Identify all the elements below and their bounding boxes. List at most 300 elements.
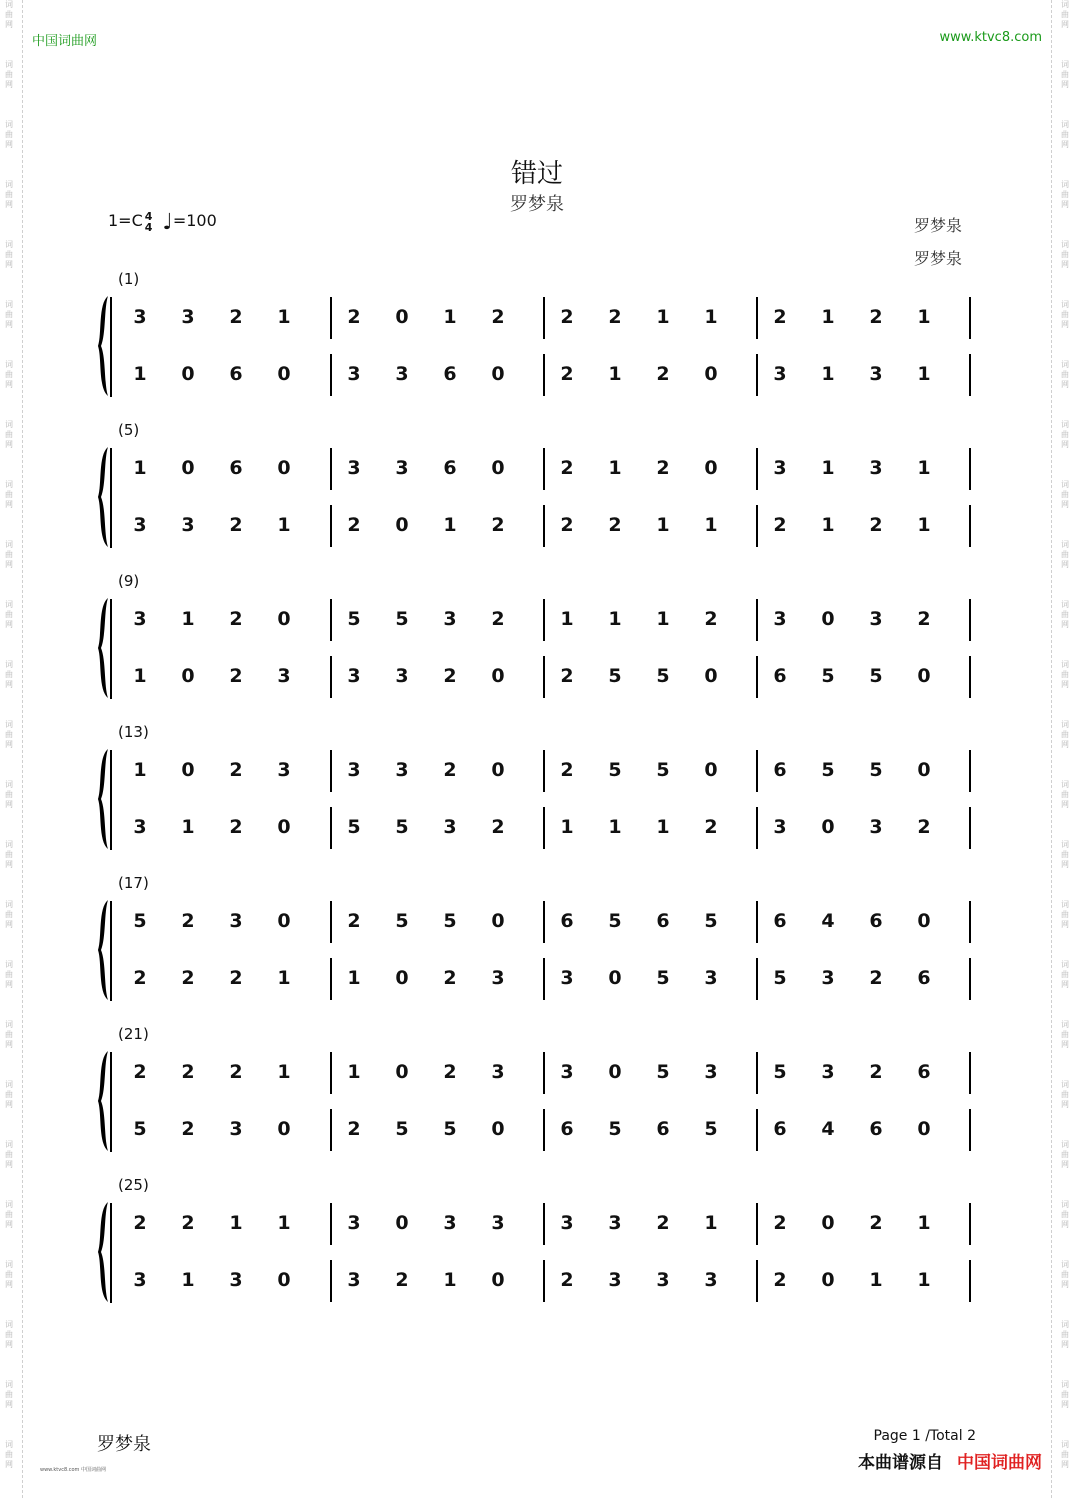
lyricist-credit: 罗梦泉 <box>913 216 962 235</box>
watermark-glyph: 词 曲 网 <box>5 360 13 389</box>
time-top: 4 <box>144 209 153 223</box>
barline <box>543 1052 545 1094</box>
system-number: (13) <box>118 723 149 741</box>
barline <box>543 505 545 547</box>
note-upper: 1 <box>917 306 931 328</box>
barline <box>330 505 332 547</box>
note-lower: 5 <box>133 1118 147 1140</box>
watermark-glyph: 词 曲 网 <box>1061 660 1069 689</box>
barline <box>330 1260 332 1302</box>
barline <box>969 901 971 943</box>
note-upper: 0 <box>277 608 291 630</box>
watermark-glyph: 词 曲 网 <box>1061 240 1069 269</box>
note-upper: 3 <box>773 457 787 479</box>
note-lower: 2 <box>181 967 195 989</box>
note-upper: 2 <box>656 457 670 479</box>
note-lower: 2 <box>229 665 243 687</box>
barline <box>330 599 332 641</box>
note-upper: 1 <box>347 1061 361 1083</box>
note-lower: 2 <box>347 514 361 536</box>
note-upper: 2 <box>443 759 457 781</box>
note-lower: 3 <box>133 1269 147 1291</box>
watermark-glyph: 词 曲 网 <box>5 660 13 689</box>
watermark-glyph: 词 曲 网 <box>1061 1260 1069 1289</box>
note-upper: 0 <box>277 457 291 479</box>
note-upper: 1 <box>656 608 670 630</box>
system-bracket <box>110 1203 112 1303</box>
note-upper: 5 <box>656 759 670 781</box>
note-lower: 5 <box>608 1118 622 1140</box>
note-upper: 2 <box>133 1212 147 1234</box>
note-upper: 2 <box>560 306 574 328</box>
note-upper: 0 <box>181 457 195 479</box>
barline <box>330 1203 332 1245</box>
watermark-glyph: 词 曲 网 <box>1061 1320 1069 1349</box>
barline <box>756 599 758 641</box>
note-lower: 1 <box>277 514 291 536</box>
note-lower: 1 <box>181 1269 195 1291</box>
note-upper: 1 <box>608 457 622 479</box>
note-upper: 3 <box>773 608 787 630</box>
watermark-glyph: 词 曲 网 <box>5 240 13 269</box>
note-upper: 0 <box>491 457 505 479</box>
note-lower: 6 <box>917 967 931 989</box>
note-upper: 3 <box>491 1061 505 1083</box>
note-upper: 2 <box>229 306 243 328</box>
time-bottom: 4 <box>144 220 153 234</box>
barline <box>756 958 758 1000</box>
note-upper: 2 <box>181 1061 195 1083</box>
note-upper: 3 <box>395 759 409 781</box>
note-lower: 5 <box>656 967 670 989</box>
watermark-glyph: 词 曲 网 <box>1061 540 1069 569</box>
note-lower: 3 <box>656 1269 670 1291</box>
note-upper: 3 <box>491 1212 505 1234</box>
note-upper: 2 <box>656 1212 670 1234</box>
watermark-glyph: 词 曲 网 <box>5 1140 13 1169</box>
note-lower: 3 <box>608 1269 622 1291</box>
note-lower: 0 <box>491 363 505 385</box>
note-lower: 2 <box>869 967 883 989</box>
note-upper: 6 <box>773 759 787 781</box>
note-upper: 0 <box>917 910 931 932</box>
system-bracket <box>110 599 112 699</box>
note-lower: 3 <box>869 816 883 838</box>
note-lower: 5 <box>443 1118 457 1140</box>
note-upper: 3 <box>133 306 147 328</box>
source-label: 本曲谱源自 <box>858 1453 943 1473</box>
quarter-note-icon: ♩ <box>162 210 173 235</box>
note-upper: 2 <box>133 1061 147 1083</box>
note-upper: 5 <box>608 910 622 932</box>
watermark-glyph: 词 曲 网 <box>1061 120 1069 149</box>
note-upper: 2 <box>704 608 718 630</box>
note-lower: 2 <box>491 514 505 536</box>
source-brand-link[interactable]: 中国词曲网 <box>957 1453 1042 1473</box>
note-lower: 0 <box>491 1118 505 1140</box>
note-upper: 3 <box>821 1061 835 1083</box>
watermark-glyph: 词 曲 网 <box>1061 780 1069 809</box>
barline <box>969 1109 971 1151</box>
note-upper: 1 <box>443 306 457 328</box>
note-upper: 2 <box>491 306 505 328</box>
barline <box>543 297 545 339</box>
note-upper: 3 <box>181 306 195 328</box>
note-lower: 5 <box>773 967 787 989</box>
note-upper: 1 <box>277 1212 291 1234</box>
barline <box>756 1260 758 1302</box>
watermark-glyph: 词 曲 网 <box>5 420 13 449</box>
note-lower: 3 <box>133 816 147 838</box>
note-lower: 2 <box>560 514 574 536</box>
note-upper: 3 <box>347 457 361 479</box>
note-lower: 1 <box>821 514 835 536</box>
system-number: (17) <box>118 874 149 892</box>
note-upper: 5 <box>443 910 457 932</box>
note-lower: 5 <box>347 816 361 838</box>
note-upper: 1 <box>704 306 718 328</box>
tiny-footer-text: www.ktvc8.com 中国词曲网 <box>40 1467 107 1473</box>
barline <box>543 1109 545 1151</box>
barline <box>756 297 758 339</box>
note-lower: 6 <box>656 1118 670 1140</box>
system-number: (5) <box>118 421 140 439</box>
note-upper: 0 <box>491 910 505 932</box>
note-lower: 2 <box>395 1269 409 1291</box>
note-lower: 2 <box>608 514 622 536</box>
note-upper: 5 <box>608 759 622 781</box>
note-upper: 3 <box>347 759 361 781</box>
note-lower: 2 <box>491 816 505 838</box>
note-upper: 5 <box>133 910 147 932</box>
barline <box>969 750 971 792</box>
system-number: (1) <box>118 270 140 288</box>
note-lower: 5 <box>704 1118 718 1140</box>
note-lower: 3 <box>229 1118 243 1140</box>
note-upper: 5 <box>821 759 835 781</box>
note-lower: 0 <box>277 363 291 385</box>
barline <box>330 807 332 849</box>
time-signature <box>145 211 153 233</box>
watermark-glyph: 词 曲 网 <box>1061 1440 1069 1469</box>
note-upper: 1 <box>277 306 291 328</box>
source-credit <box>858 1448 1042 1473</box>
note-upper: 5 <box>773 1061 787 1083</box>
note-upper: 2 <box>869 1212 883 1234</box>
barline <box>330 354 332 396</box>
note-lower: 3 <box>869 363 883 385</box>
note-upper: 2 <box>347 306 361 328</box>
watermark-glyph: 词 曲 网 <box>1061 480 1069 509</box>
note-upper: 0 <box>704 457 718 479</box>
barline <box>756 1203 758 1245</box>
note-lower: 5 <box>395 816 409 838</box>
barline <box>330 656 332 698</box>
note-upper: 2 <box>869 1061 883 1083</box>
note-upper: 0 <box>181 759 195 781</box>
note-lower: 6 <box>560 1118 574 1140</box>
note-lower: 0 <box>395 967 409 989</box>
note-lower: 1 <box>869 1269 883 1291</box>
note-lower: 0 <box>704 665 718 687</box>
note-upper: 3 <box>443 608 457 630</box>
watermark-glyph: 词 曲 网 <box>1061 960 1069 989</box>
watermark-glyph: 词 曲 网 <box>5 120 13 149</box>
note-lower: 1 <box>133 665 147 687</box>
note-upper: 2 <box>491 608 505 630</box>
barline <box>969 958 971 1000</box>
note-lower: 0 <box>181 665 195 687</box>
note-lower: 2 <box>347 1118 361 1140</box>
system-bracket <box>110 448 112 548</box>
barline <box>756 505 758 547</box>
watermark-glyph: 词 曲 网 <box>5 300 13 329</box>
watermark-glyph: 词 曲 网 <box>1061 1140 1069 1169</box>
note-lower: 3 <box>443 816 457 838</box>
note-upper: 5 <box>869 759 883 781</box>
note-upper: 3 <box>560 1212 574 1234</box>
note-lower: 2 <box>229 816 243 838</box>
note-lower: 3 <box>773 363 787 385</box>
watermark-glyph: 词 曲 网 <box>5 60 13 89</box>
barline <box>543 750 545 792</box>
note-lower: 0 <box>917 665 931 687</box>
watermark-glyph: 词 曲 网 <box>5 900 13 929</box>
tempo-value: =100 <box>172 211 217 230</box>
note-lower: 0 <box>917 1118 931 1140</box>
note-upper: 3 <box>869 608 883 630</box>
footer-artist: 罗梦泉 <box>97 1434 151 1455</box>
system-number: (21) <box>118 1025 149 1043</box>
note-lower: 5 <box>656 665 670 687</box>
note-lower: 0 <box>395 514 409 536</box>
barline <box>330 448 332 490</box>
note-upper: 2 <box>869 306 883 328</box>
staff-brace-icon <box>96 898 110 1002</box>
watermark-glyph: 词 曲 网 <box>1061 0 1069 29</box>
note-upper: 3 <box>704 1061 718 1083</box>
note-lower: 5 <box>608 665 622 687</box>
watermark-glyph: 词 曲 网 <box>5 720 13 749</box>
note-lower: 0 <box>181 363 195 385</box>
barline <box>543 1260 545 1302</box>
note-upper: 1 <box>229 1212 243 1234</box>
note-lower: 1 <box>443 1269 457 1291</box>
note-lower: 1 <box>608 363 622 385</box>
barline <box>543 901 545 943</box>
note-upper: 3 <box>395 457 409 479</box>
barline <box>756 807 758 849</box>
note-upper: 3 <box>133 608 147 630</box>
staff-brace-icon <box>96 294 110 398</box>
barline <box>543 599 545 641</box>
note-upper: 0 <box>821 608 835 630</box>
note-lower: 6 <box>773 1118 787 1140</box>
note-lower: 5 <box>821 665 835 687</box>
staff-brace-icon <box>96 445 110 549</box>
note-lower: 1 <box>917 514 931 536</box>
note-upper: 0 <box>821 1212 835 1234</box>
note-lower: 1 <box>917 1269 931 1291</box>
note-lower: 2 <box>656 363 670 385</box>
watermark-glyph: 词 曲 网 <box>1061 1200 1069 1229</box>
note-upper: 1 <box>181 608 195 630</box>
note-upper: 1 <box>277 1061 291 1083</box>
barline <box>543 958 545 1000</box>
note-lower: 1 <box>821 363 835 385</box>
barline <box>969 505 971 547</box>
note-upper: 4 <box>821 910 835 932</box>
note-upper: 0 <box>395 306 409 328</box>
composer-credit: 罗梦泉 <box>913 249 962 268</box>
note-upper: 0 <box>917 759 931 781</box>
note-upper: 3 <box>347 1212 361 1234</box>
note-lower: 3 <box>395 363 409 385</box>
note-lower: 3 <box>229 1269 243 1291</box>
note-lower: 2 <box>443 665 457 687</box>
barline <box>543 656 545 698</box>
note-upper: 2 <box>917 608 931 630</box>
note-upper: 3 <box>443 1212 457 1234</box>
note-upper: 5 <box>347 608 361 630</box>
note-upper: 2 <box>229 608 243 630</box>
note-lower: 1 <box>656 816 670 838</box>
note-upper: 2 <box>773 1212 787 1234</box>
site-name-link[interactable]: 中国词曲网 <box>32 34 98 49</box>
note-lower: 3 <box>560 967 574 989</box>
watermark-glyph: 词 曲 网 <box>5 780 13 809</box>
barline <box>756 656 758 698</box>
note-upper: 2 <box>608 306 622 328</box>
watermark-glyph: 词 曲 网 <box>5 1200 13 1229</box>
note-lower: 2 <box>443 967 457 989</box>
note-lower: 3 <box>181 514 195 536</box>
note-lower: 2 <box>560 1269 574 1291</box>
barline <box>756 750 758 792</box>
note-lower: 0 <box>704 363 718 385</box>
note-lower: 1 <box>347 967 361 989</box>
barline <box>756 1052 758 1094</box>
note-lower: 3 <box>704 1269 718 1291</box>
barline <box>969 1260 971 1302</box>
note-lower: 0 <box>491 665 505 687</box>
note-upper: 3 <box>869 457 883 479</box>
staff-brace-icon <box>96 747 110 851</box>
note-lower: 2 <box>229 967 243 989</box>
barline <box>330 750 332 792</box>
note-lower: 1 <box>560 816 574 838</box>
note-lower: 2 <box>181 1118 195 1140</box>
watermark-glyph: 词 曲 网 <box>5 540 13 569</box>
note-lower: 3 <box>347 665 361 687</box>
song-title: 错过 <box>510 159 563 189</box>
page-info: Page 1 /Total 2 <box>873 1428 976 1444</box>
note-upper: 0 <box>395 1061 409 1083</box>
watermark-glyph: 词 曲 网 <box>1061 1080 1069 1109</box>
note-upper: 2 <box>443 1061 457 1083</box>
staff-brace-icon <box>96 596 110 700</box>
staff-brace-icon <box>96 1200 110 1304</box>
note-upper: 6 <box>560 910 574 932</box>
note-lower: 0 <box>821 816 835 838</box>
barline <box>969 448 971 490</box>
note-upper: 2 <box>229 759 243 781</box>
note-upper: 3 <box>608 1212 622 1234</box>
watermark-glyph: 词 曲 网 <box>1061 1380 1069 1409</box>
note-lower: 3 <box>773 816 787 838</box>
note-upper: 1 <box>821 457 835 479</box>
note-lower: 4 <box>821 1118 835 1140</box>
barline <box>756 1109 758 1151</box>
note-upper: 0 <box>704 759 718 781</box>
watermark-glyph: 词 曲 网 <box>5 960 13 989</box>
watermark-glyph: 词 曲 网 <box>5 1080 13 1109</box>
note-upper: 2 <box>229 1061 243 1083</box>
barline <box>969 656 971 698</box>
watermark-glyph: 词 曲 网 <box>1061 840 1069 869</box>
note-lower: 0 <box>277 816 291 838</box>
barline <box>330 1109 332 1151</box>
note-upper: 6 <box>917 1061 931 1083</box>
note-upper: 0 <box>491 759 505 781</box>
note-lower: 1 <box>181 816 195 838</box>
note-lower: 2 <box>869 514 883 536</box>
note-lower: 1 <box>133 363 147 385</box>
system-bracket <box>110 297 112 397</box>
barline <box>969 297 971 339</box>
note-lower: 2 <box>704 816 718 838</box>
watermark-glyph: 词 曲 网 <box>5 840 13 869</box>
note-lower: 2 <box>133 967 147 989</box>
watermark-glyph: 词 曲 网 <box>1061 60 1069 89</box>
barline <box>969 599 971 641</box>
note-upper: 6 <box>443 457 457 479</box>
note-upper: 1 <box>821 306 835 328</box>
watermark-glyph: 词 曲 网 <box>1061 900 1069 929</box>
note-lower: 5 <box>395 1118 409 1140</box>
note-lower: 0 <box>277 1118 291 1140</box>
note-lower: 5 <box>869 665 883 687</box>
note-lower: 3 <box>277 665 291 687</box>
watermark-glyph: 词 曲 网 <box>1061 420 1069 449</box>
site-url-link[interactable]: www.ktvc8.com <box>939 30 1042 45</box>
staff-brace-icon <box>96 1049 110 1153</box>
barline <box>756 354 758 396</box>
note-upper: 5 <box>704 910 718 932</box>
barline <box>330 297 332 339</box>
note-upper: 1 <box>656 306 670 328</box>
barline <box>969 1203 971 1245</box>
watermark-glyph: 词 曲 网 <box>1061 180 1069 209</box>
note-lower: 1 <box>917 363 931 385</box>
note-lower: 6 <box>773 665 787 687</box>
note-upper: 6 <box>773 910 787 932</box>
note-upper: 1 <box>133 759 147 781</box>
note-lower: 1 <box>704 514 718 536</box>
note-lower: 6 <box>229 363 243 385</box>
barline <box>330 1052 332 1094</box>
note-lower: 1 <box>277 967 291 989</box>
watermark-glyph: 词 曲 网 <box>5 0 13 29</box>
barline <box>543 354 545 396</box>
watermark-glyph: 词 曲 网 <box>1061 300 1069 329</box>
note-upper: 5 <box>395 910 409 932</box>
note-upper: 2 <box>560 457 574 479</box>
system-number: (9) <box>118 572 140 590</box>
note-lower: 3 <box>347 363 361 385</box>
note-lower: 1 <box>443 514 457 536</box>
note-lower: 0 <box>277 1269 291 1291</box>
